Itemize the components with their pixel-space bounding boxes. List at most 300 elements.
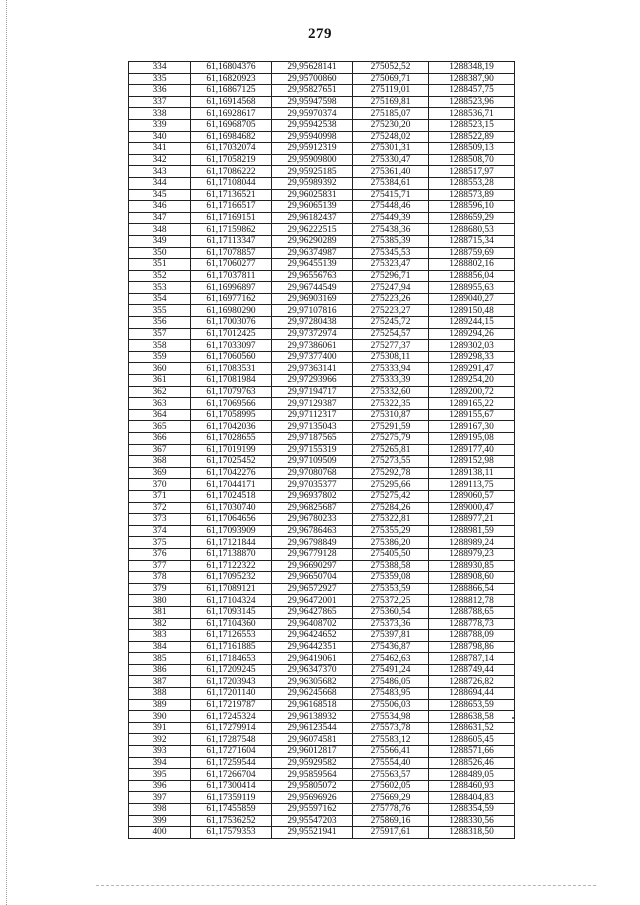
longitude-cell: 29,96780233 <box>272 514 353 526</box>
latitude-cell: 61,17138870 <box>191 548 272 560</box>
table-row <box>129 769 515 781</box>
point-number-cell: 338 <box>129 108 191 120</box>
x-coordinate-cell: 275486,05 <box>353 676 429 688</box>
point-number-cell: 393 <box>129 746 191 758</box>
longitude-cell: 29,96305682 <box>272 676 353 688</box>
scan-speck <box>512 717 514 719</box>
latitude-cell: 61,17104324 <box>191 595 272 607</box>
longitude-cell: 29,96744549 <box>272 282 353 294</box>
x-coordinate-cell: 275169,81 <box>353 96 429 108</box>
table-row <box>129 606 515 618</box>
latitude-cell: 61,17078857 <box>191 247 272 259</box>
longitude-cell: 29,95929582 <box>272 757 353 769</box>
table-row <box>129 514 515 526</box>
table-row <box>129 664 515 676</box>
table-row <box>129 154 515 166</box>
latitude-cell: 61,17012425 <box>191 328 272 340</box>
point-number-cell: 364 <box>129 409 191 421</box>
point-number-cell: 398 <box>129 804 191 816</box>
x-coordinate-cell: 275405,50 <box>353 548 429 560</box>
longitude-cell: 29,97363141 <box>272 363 353 375</box>
table-row <box>129 467 515 479</box>
x-coordinate-cell: 275223,27 <box>353 305 429 317</box>
y-coordinate-cell: 1288523,96 <box>429 96 515 108</box>
point-number-cell: 339 <box>129 119 191 131</box>
point-number-cell: 353 <box>129 282 191 294</box>
point-number-cell: 349 <box>129 235 191 247</box>
longitude-cell: 29,97377400 <box>272 351 353 363</box>
point-number-cell: 346 <box>129 201 191 213</box>
latitude-cell: 61,17093909 <box>191 525 272 537</box>
longitude-cell: 29,96798849 <box>272 537 353 549</box>
point-number-cell: 378 <box>129 572 191 584</box>
x-coordinate-cell: 275322,81 <box>353 514 429 526</box>
longitude-cell: 29,95970374 <box>272 108 353 120</box>
table-row <box>129 398 515 410</box>
x-coordinate-cell: 275069,71 <box>353 73 429 85</box>
longitude-cell: 29,96419061 <box>272 653 353 665</box>
y-coordinate-cell: 1288526,46 <box>429 757 515 769</box>
longitude-cell: 29,95547203 <box>272 815 353 827</box>
table-row <box>129 96 515 108</box>
longitude-cell: 29,95700860 <box>272 73 353 85</box>
table-row <box>129 537 515 549</box>
table-row <box>129 224 515 236</box>
y-coordinate-cell: 1289177,40 <box>429 444 515 456</box>
latitude-cell: 61,17169151 <box>191 212 272 224</box>
point-number-cell: 342 <box>129 154 191 166</box>
y-coordinate-cell: 1288977,21 <box>429 514 515 526</box>
y-coordinate-cell: 1288571,66 <box>429 746 515 758</box>
latitude-cell: 61,16968705 <box>191 119 272 131</box>
point-number-cell: 348 <box>129 224 191 236</box>
table-row <box>129 305 515 317</box>
latitude-cell: 61,17028655 <box>191 433 272 445</box>
longitude-cell: 29,96572927 <box>272 583 353 595</box>
longitude-cell: 29,96347370 <box>272 664 353 676</box>
x-coordinate-cell: 275292,78 <box>353 467 429 479</box>
longitude-cell: 29,96025831 <box>272 189 353 201</box>
latitude-cell: 61,16928617 <box>191 108 272 120</box>
coordinates-table <box>128 61 515 839</box>
longitude-cell: 29,96012817 <box>272 746 353 758</box>
table-row <box>129 653 515 665</box>
x-coordinate-cell: 275449,39 <box>353 212 429 224</box>
y-coordinate-cell: 1288787,14 <box>429 653 515 665</box>
table-row <box>129 235 515 247</box>
x-coordinate-cell: 275355,29 <box>353 525 429 537</box>
table-row <box>129 641 515 653</box>
longitude-cell: 29,97112317 <box>272 409 353 421</box>
point-number-cell: 368 <box>129 456 191 468</box>
table-row <box>129 583 515 595</box>
y-coordinate-cell: 1289040,27 <box>429 293 515 305</box>
point-number-cell: 377 <box>129 560 191 572</box>
longitude-cell: 29,97080768 <box>272 467 353 479</box>
table-row <box>129 456 515 468</box>
point-number-cell: 340 <box>129 131 191 143</box>
table-row <box>129 815 515 827</box>
point-number-cell: 360 <box>129 363 191 375</box>
x-coordinate-cell: 275333,39 <box>353 375 429 387</box>
table-row <box>129 525 515 537</box>
y-coordinate-cell: 1289060,57 <box>429 490 515 502</box>
y-coordinate-cell: 1288536,71 <box>429 108 515 120</box>
latitude-cell: 61,17136521 <box>191 189 272 201</box>
point-number-cell: 400 <box>129 827 191 839</box>
latitude-cell: 61,17104360 <box>191 618 272 630</box>
point-number-cell: 370 <box>129 479 191 491</box>
point-number-cell: 358 <box>129 340 191 352</box>
longitude-cell: 29,95940998 <box>272 131 353 143</box>
x-coordinate-cell: 275322,35 <box>353 398 429 410</box>
table-row <box>129 340 515 352</box>
y-coordinate-cell: 1289138,11 <box>429 467 515 479</box>
table-row <box>129 386 515 398</box>
longitude-cell: 29,96556763 <box>272 270 353 282</box>
x-coordinate-cell: 275275,42 <box>353 490 429 502</box>
longitude-cell: 29,96455139 <box>272 259 353 271</box>
point-number-cell: 369 <box>129 467 191 479</box>
y-coordinate-cell: 1288522,89 <box>429 131 515 143</box>
x-coordinate-cell: 275491,24 <box>353 664 429 676</box>
latitude-cell: 61,17159862 <box>191 224 272 236</box>
y-coordinate-cell: 1288631,52 <box>429 722 515 734</box>
x-coordinate-cell: 275869,16 <box>353 815 429 827</box>
x-coordinate-cell: 275917,61 <box>353 827 429 839</box>
latitude-cell: 61,17536252 <box>191 815 272 827</box>
x-coordinate-cell: 275483,95 <box>353 688 429 700</box>
point-number-cell: 373 <box>129 514 191 526</box>
latitude-cell: 61,17359119 <box>191 792 272 804</box>
latitude-cell: 61,17455859 <box>191 804 272 816</box>
y-coordinate-cell: 1288989,24 <box>429 537 515 549</box>
y-coordinate-cell: 1288573,89 <box>429 189 515 201</box>
longitude-cell: 29,97280438 <box>272 317 353 329</box>
table-row <box>129 282 515 294</box>
latitude-cell: 61,17025452 <box>191 456 272 468</box>
latitude-cell: 61,17287548 <box>191 734 272 746</box>
point-number-cell: 392 <box>129 734 191 746</box>
x-coordinate-cell: 275462,63 <box>353 653 429 665</box>
latitude-cell: 61,17095232 <box>191 572 272 584</box>
y-coordinate-cell: 1288856,04 <box>429 270 515 282</box>
x-coordinate-cell: 275566,41 <box>353 746 429 758</box>
x-coordinate-cell: 275291,59 <box>353 421 429 433</box>
latitude-cell: 61,17093145 <box>191 606 272 618</box>
point-number-cell: 399 <box>129 815 191 827</box>
table-row <box>129 212 515 224</box>
latitude-cell: 61,17060277 <box>191 259 272 271</box>
table-row <box>129 734 515 746</box>
y-coordinate-cell: 1289291,47 <box>429 363 515 375</box>
x-coordinate-cell: 275386,20 <box>353 537 429 549</box>
latitude-cell: 61,17245324 <box>191 711 272 723</box>
latitude-cell: 61,17203943 <box>191 676 272 688</box>
latitude-cell: 61,17271604 <box>191 746 272 758</box>
x-coordinate-cell: 275284,26 <box>353 502 429 514</box>
latitude-cell: 61,16980290 <box>191 305 272 317</box>
y-coordinate-cell: 1288749,44 <box>429 664 515 676</box>
longitude-cell: 29,96245668 <box>272 688 353 700</box>
longitude-cell: 29,96424652 <box>272 630 353 642</box>
point-number-cell: 395 <box>129 769 191 781</box>
longitude-cell: 29,95909800 <box>272 154 353 166</box>
point-number-cell: 345 <box>129 189 191 201</box>
y-coordinate-cell: 1288330,56 <box>429 815 515 827</box>
point-number-cell: 361 <box>129 375 191 387</box>
y-coordinate-cell: 1288638,58 <box>429 711 515 723</box>
x-coordinate-cell: 275247,94 <box>353 282 429 294</box>
point-number-cell: 396 <box>129 780 191 792</box>
latitude-cell: 61,17279914 <box>191 722 272 734</box>
y-coordinate-cell: 1288460,93 <box>429 780 515 792</box>
table-row <box>129 630 515 642</box>
latitude-cell: 61,17030740 <box>191 502 272 514</box>
x-coordinate-cell: 275119,01 <box>353 85 429 97</box>
latitude-cell: 61,17259544 <box>191 757 272 769</box>
point-number-cell: 352 <box>129 270 191 282</box>
y-coordinate-cell: 1289155,67 <box>429 409 515 421</box>
longitude-cell: 29,96937802 <box>272 490 353 502</box>
longitude-cell: 29,97035377 <box>272 479 353 491</box>
table-row <box>129 201 515 213</box>
latitude-cell: 61,17069566 <box>191 398 272 410</box>
table-row <box>129 363 515 375</box>
latitude-cell: 61,17121844 <box>191 537 272 549</box>
table-row <box>129 73 515 85</box>
x-coordinate-cell: 275223,26 <box>353 293 429 305</box>
longitude-cell: 29,96065139 <box>272 201 353 213</box>
point-number-cell: 347 <box>129 212 191 224</box>
longitude-cell: 29,97386061 <box>272 340 353 352</box>
table-row <box>129 722 515 734</box>
latitude-cell: 61,17024518 <box>191 490 272 502</box>
longitude-cell: 29,96222515 <box>272 224 353 236</box>
longitude-cell: 29,95827651 <box>272 85 353 97</box>
table-row <box>129 548 515 560</box>
longitude-cell: 29,95597162 <box>272 804 353 816</box>
latitude-cell: 61,17161885 <box>191 641 272 653</box>
longitude-cell: 29,95859564 <box>272 769 353 781</box>
longitude-cell: 29,96779128 <box>272 548 353 560</box>
table-row <box>129 108 515 120</box>
table-row <box>129 270 515 282</box>
point-number-cell: 354 <box>129 293 191 305</box>
table-row <box>129 85 515 97</box>
x-coordinate-cell: 275265,81 <box>353 444 429 456</box>
y-coordinate-cell: 1288489,05 <box>429 769 515 781</box>
x-coordinate-cell: 275295,66 <box>353 479 429 491</box>
table-row <box>129 328 515 340</box>
longitude-cell: 29,96690297 <box>272 560 353 572</box>
x-coordinate-cell: 275254,57 <box>353 328 429 340</box>
y-coordinate-cell: 1288788,09 <box>429 630 515 642</box>
latitude-cell: 61,17019199 <box>191 444 272 456</box>
longitude-cell: 29,96123544 <box>272 722 353 734</box>
y-coordinate-cell: 1289150,48 <box>429 305 515 317</box>
latitude-cell: 61,17219787 <box>191 699 272 711</box>
latitude-cell: 61,17003076 <box>191 317 272 329</box>
longitude-cell: 29,97372974 <box>272 328 353 340</box>
point-number-cell: 394 <box>129 757 191 769</box>
y-coordinate-cell: 1288605,45 <box>429 734 515 746</box>
latitude-cell: 61,17300414 <box>191 780 272 792</box>
point-number-cell: 337 <box>129 96 191 108</box>
table-row <box>129 479 515 491</box>
x-coordinate-cell: 275277,37 <box>353 340 429 352</box>
longitude-cell: 29,95696926 <box>272 792 353 804</box>
longitude-cell: 29,96472001 <box>272 595 353 607</box>
x-coordinate-cell: 275301,31 <box>353 143 429 155</box>
x-coordinate-cell: 275296,71 <box>353 270 429 282</box>
latitude-cell: 61,16977162 <box>191 293 272 305</box>
latitude-cell: 61,17184653 <box>191 653 272 665</box>
point-number-cell: 379 <box>129 583 191 595</box>
y-coordinate-cell: 1288694,44 <box>429 688 515 700</box>
latitude-cell: 61,17060560 <box>191 351 272 363</box>
point-number-cell: 385 <box>129 653 191 665</box>
x-coordinate-cell: 275230,20 <box>353 119 429 131</box>
x-coordinate-cell: 275359,08 <box>353 572 429 584</box>
longitude-cell: 29,95628141 <box>272 62 353 74</box>
y-coordinate-cell: 1288523,15 <box>429 119 515 131</box>
y-coordinate-cell: 1289302,03 <box>429 340 515 352</box>
latitude-cell: 61,17042276 <box>191 467 272 479</box>
y-coordinate-cell: 1288759,69 <box>429 247 515 259</box>
y-coordinate-cell: 1288981,59 <box>429 525 515 537</box>
y-coordinate-cell: 1288653,59 <box>429 699 515 711</box>
point-number-cell: 383 <box>129 630 191 642</box>
y-coordinate-cell: 1288387,90 <box>429 73 515 85</box>
table-row <box>129 143 515 155</box>
x-coordinate-cell: 275323,47 <box>353 259 429 271</box>
latitude-cell: 61,17089121 <box>191 583 272 595</box>
table-row <box>129 560 515 572</box>
table-row <box>129 502 515 514</box>
y-coordinate-cell: 1288788,65 <box>429 606 515 618</box>
point-number-cell: 335 <box>129 73 191 85</box>
y-coordinate-cell: 1288866,54 <box>429 583 515 595</box>
point-number-cell: 397 <box>129 792 191 804</box>
point-number-cell: 334 <box>129 62 191 74</box>
table-row <box>129 317 515 329</box>
longitude-cell: 29,97129387 <box>272 398 353 410</box>
y-coordinate-cell: 1288812,78 <box>429 595 515 607</box>
y-coordinate-cell: 1289298,33 <box>429 351 515 363</box>
y-coordinate-cell: 1288354,59 <box>429 804 515 816</box>
y-coordinate-cell: 1288553,28 <box>429 177 515 189</box>
point-number-cell: 372 <box>129 502 191 514</box>
table-row <box>129 780 515 792</box>
longitude-cell: 29,95925185 <box>272 166 353 178</box>
table-row <box>129 676 515 688</box>
x-coordinate-cell: 275361,40 <box>353 166 429 178</box>
y-coordinate-cell: 1289294,26 <box>429 328 515 340</box>
longitude-cell: 29,96427865 <box>272 606 353 618</box>
point-number-cell: 355 <box>129 305 191 317</box>
longitude-cell: 29,95989392 <box>272 177 353 189</box>
table-row <box>129 375 515 387</box>
longitude-cell: 29,95912319 <box>272 143 353 155</box>
x-coordinate-cell: 275345,53 <box>353 247 429 259</box>
y-coordinate-cell: 1288930,85 <box>429 560 515 572</box>
x-coordinate-cell: 275308,11 <box>353 351 429 363</box>
x-coordinate-cell: 275388,58 <box>353 560 429 572</box>
point-number-cell: 387 <box>129 676 191 688</box>
x-coordinate-cell: 275506,03 <box>353 699 429 711</box>
latitude-cell: 61,17032074 <box>191 143 272 155</box>
point-number-cell: 375 <box>129 537 191 549</box>
longitude-cell: 29,97194717 <box>272 386 353 398</box>
y-coordinate-cell: 1288509,13 <box>429 143 515 155</box>
x-coordinate-cell: 275438,36 <box>353 224 429 236</box>
table-row <box>129 177 515 189</box>
y-coordinate-cell: 1288596,10 <box>429 201 515 213</box>
point-number-cell: 341 <box>129 143 191 155</box>
table-row <box>129 166 515 178</box>
y-coordinate-cell: 1288798,86 <box>429 641 515 653</box>
latitude-cell: 61,17081984 <box>191 375 272 387</box>
x-coordinate-cell: 275669,29 <box>353 792 429 804</box>
longitude-cell: 29,96182437 <box>272 212 353 224</box>
y-coordinate-cell: 1288680,53 <box>429 224 515 236</box>
y-coordinate-cell: 1289165,22 <box>429 398 515 410</box>
latitude-cell: 61,17266704 <box>191 769 272 781</box>
table-row <box>129 804 515 816</box>
latitude-cell: 61,17064656 <box>191 514 272 526</box>
y-coordinate-cell: 1288908,60 <box>429 572 515 584</box>
point-number-cell: 366 <box>129 433 191 445</box>
table-row <box>129 757 515 769</box>
table-row <box>129 131 515 143</box>
table-row <box>129 119 515 131</box>
longitude-cell: 29,95947598 <box>272 96 353 108</box>
scan-footer-line <box>96 885 596 886</box>
point-number-cell: 376 <box>129 548 191 560</box>
point-number-cell: 343 <box>129 166 191 178</box>
point-number-cell: 350 <box>129 247 191 259</box>
latitude-cell: 61,17044171 <box>191 479 272 491</box>
table-row <box>129 827 515 839</box>
y-coordinate-cell: 1289200,72 <box>429 386 515 398</box>
point-number-cell: 357 <box>129 328 191 340</box>
x-coordinate-cell: 275397,81 <box>353 630 429 642</box>
y-coordinate-cell: 1288517,97 <box>429 166 515 178</box>
longitude-cell: 29,96290289 <box>272 235 353 247</box>
table-row <box>129 688 515 700</box>
y-coordinate-cell: 1289000,47 <box>429 502 515 514</box>
point-number-cell: 382 <box>129 618 191 630</box>
longitude-cell: 29,95805072 <box>272 780 353 792</box>
point-number-cell: 356 <box>129 317 191 329</box>
point-number-cell: 371 <box>129 490 191 502</box>
longitude-cell: 29,95521941 <box>272 827 353 839</box>
table-row <box>129 189 515 201</box>
y-coordinate-cell: 1288404,83 <box>429 792 515 804</box>
table-row <box>129 351 515 363</box>
y-coordinate-cell: 1288457,75 <box>429 85 515 97</box>
x-coordinate-cell: 275372,25 <box>353 595 429 607</box>
latitude-cell: 61,17209245 <box>191 664 272 676</box>
y-coordinate-cell: 1288802,16 <box>429 259 515 271</box>
x-coordinate-cell: 275563,57 <box>353 769 429 781</box>
latitude-cell: 61,16867125 <box>191 85 272 97</box>
latitude-cell: 61,17108044 <box>191 177 272 189</box>
longitude-cell: 29,97109509 <box>272 456 353 468</box>
table-row <box>129 711 515 723</box>
latitude-cell: 61,17122322 <box>191 560 272 572</box>
